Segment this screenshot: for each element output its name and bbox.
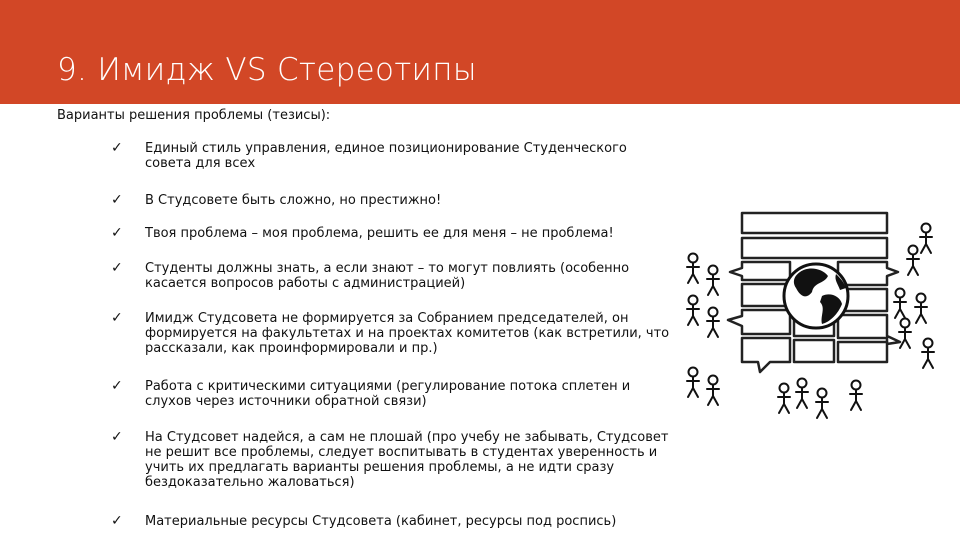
bullet-item-7 — [145, 430, 710, 490]
bullet-line: Твоя проблема – моя проблема, решить ее для меня – не проблема! — [145, 226, 614, 241]
bullet-line: В Студсовете быть сложно, но престижно! — [145, 193, 442, 208]
check-icon: ✓ — [111, 513, 123, 529]
bullet-item-8 — [145, 514, 710, 529]
bullet-item-5 — [145, 311, 710, 356]
check-icon: ✓ — [111, 310, 123, 326]
bullet-line: слухов через источники обратной связи) — [145, 394, 427, 409]
check-icon: ✓ — [111, 225, 123, 241]
check-icon: ✓ — [111, 140, 123, 156]
bullet-line: Имидж Студсовета не формируется за Собранием председателей, он — [145, 311, 629, 326]
check-icon: ✓ — [111, 378, 123, 394]
slide-title: 9. Имидж VS Стереотипы — [57, 52, 477, 88]
communication-illustration — [680, 205, 955, 425]
bullet-line: учить их предлагать варианты решения проблемы, а не идти сразу — [145, 460, 615, 475]
bullet-item-4 — [145, 261, 710, 291]
bullet-line: бездоказательно жаловаться) — [145, 475, 355, 490]
check-icon: ✓ — [111, 192, 123, 208]
bullet-line: рассказали, как проинформировали и пр.) — [145, 341, 438, 356]
bullet-line: совета для всех — [145, 156, 256, 171]
bullet-item-3 — [145, 226, 710, 241]
bullet-line: касается вопросов работы с администрацией) — [145, 276, 466, 291]
bullet-line: формируется на факультетах и на проектах комитетов (как встретили, что — [145, 326, 670, 341]
bullet-item-1 — [145, 141, 710, 171]
check-icon: ✓ — [111, 429, 123, 445]
bullet-line: Работа с критическими ситуациями (регулирование потока сплетен и — [145, 379, 631, 394]
bullet-line: Студенты должны знать, а если знают – то могут повлиять (особенно — [145, 261, 630, 276]
bullet-line: На Студсовет надейся, а сам не плошай (про учебу не забывать, Студсовет — [145, 430, 669, 445]
globe-icon — [784, 264, 848, 328]
bullet-item-6 — [145, 379, 710, 409]
check-icon: ✓ — [111, 260, 123, 276]
bullet-line: Материальные ресурсы Студсовета (кабинет, ресурсы под роспись) — [145, 514, 617, 529]
bullet-line: не решит все проблемы, следует воспитывать в студентах уверенность и — [145, 445, 658, 460]
bullet-line: Единый стиль управления, единое позиционирование Студенческого — [145, 141, 627, 156]
intro-text: Варианты решения проблемы (тезисы): — [57, 108, 331, 123]
bullet-item-2 — [145, 193, 710, 208]
